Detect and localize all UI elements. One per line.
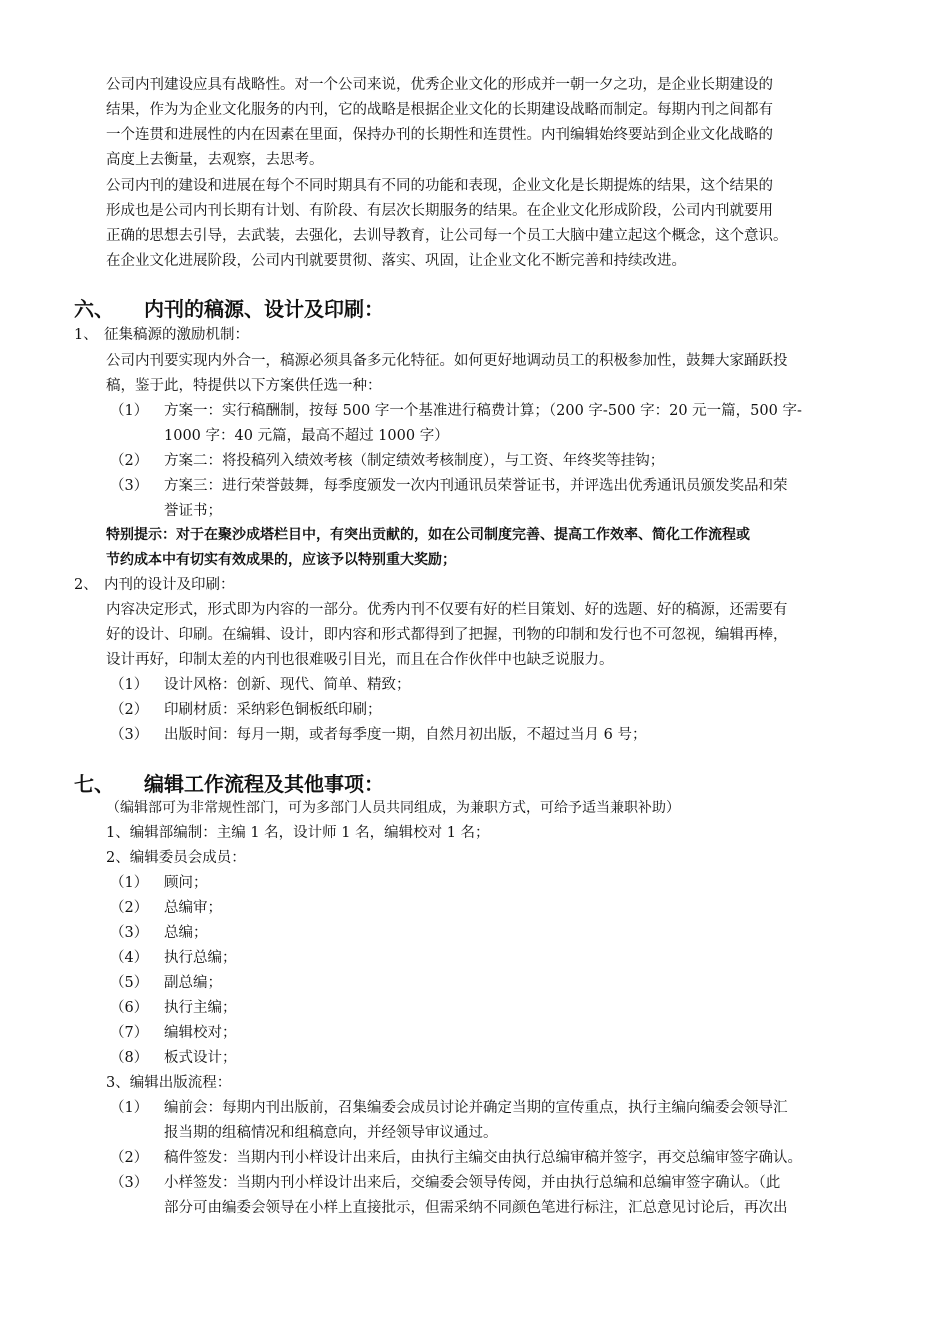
section-6-number: 六、: [74, 297, 114, 321]
s7-member-marker: （8）: [110, 1050, 149, 1066]
s7-flow-3-text: 小样签发：当期内刊小样设计出来后，交编委会领导传阅，并由执行总编和总编审签字确认。（此: [164, 1175, 781, 1191]
s6-spec-2-text: 印刷材质：采纳彩色铜板纸印刷；: [164, 702, 382, 718]
s7-member-text: 执行总编；: [164, 950, 237, 966]
s6-item-2: [74, 573, 894, 598]
s7-member-text: 副总编；: [164, 975, 222, 991]
section-7-title: 编辑工作流程及其他事项：: [144, 772, 384, 796]
s7-member: [110, 1021, 410, 1046]
s6-spec-1-text: 设计风格：创新、现代、简单、精致；: [164, 677, 411, 693]
s7-member: [110, 896, 410, 921]
intro-p2-line: 正确的思想去引导，去武装，去强化，去训导教育，让公司每一个员工大脑中建立起这个概念，这个意识。: [106, 228, 788, 244]
special-note-line: 特别提示：对于在聚沙成塔栏目中，有突出贡献的，如在公司制度完善、提高工作效率、简化工作流程或: [106, 527, 750, 543]
s6-spec-2-marker: （2）: [110, 702, 149, 718]
section-6-heading: [74, 296, 384, 322]
s7-member: [110, 1046, 410, 1071]
s7-item-1: 1、编辑部编制：主编 1 名，设计师 1 名，编辑校对 1 名；: [106, 825, 490, 841]
s7-flow-1-text: 编前会：每期内刊出版前，召集编委会成员讨论并确定当期的宣传重点，执行主编向编委会领导汇: [164, 1100, 788, 1116]
s7-flow-1: [110, 1096, 900, 1146]
s7-member-text: 总编；: [164, 925, 208, 941]
s6-plan-2-marker: （2）: [110, 453, 149, 469]
s7-flow-1-marker: （1）: [110, 1100, 149, 1116]
section-7-subtitle: （编辑部可为非常规性部门，可为多部门人员共同组成，为兼职方式，可给予适当兼职补助）: [106, 800, 680, 816]
s7-member-marker: （1）: [110, 875, 149, 891]
s7-flow-2: [110, 1146, 900, 1171]
section-6-title: 内刊的稿源、设计及印刷：: [144, 297, 384, 321]
s6-item-2-para-line: 设计再好，印制太差的内刊也很难吸引目光，而且在合作伙伴中也缺乏说服力。: [106, 652, 614, 668]
s7-flow-3-text: 部分可由编委会领导在小样上直接批示，但需采纳不同颜色笔进行标注，汇总意见讨论后，再次出: [164, 1200, 788, 1216]
s6-plan-3-text: 方案三：进行荣誉鼓舞，每季度颁发一次内刊通讯员荣誉证书，并评选出优秀通讯员颁发奖品和荣: [164, 478, 788, 494]
intro-p1-line: 公司内刊建设应具有战略性。对一个公司来说，优秀企业文化的形成并一朝一夕之功，是企业长期建设的: [106, 77, 773, 93]
s7-member: [110, 871, 410, 896]
s6-spec-3-marker: （3）: [110, 727, 149, 743]
section-7-heading: [74, 771, 384, 797]
s7-member-marker: （6）: [110, 1000, 149, 1016]
s6-plan-1: [110, 399, 890, 449]
s6-item-1-marker: 1、: [74, 327, 98, 343]
s7-member-marker: （2）: [110, 900, 149, 916]
s6-plan-3-text: 誉证书；: [164, 503, 222, 519]
s7-member-text: 执行主编；: [164, 1000, 237, 1016]
section-7-number: 七、: [74, 772, 114, 796]
s6-item-2-marker: 2、: [74, 577, 98, 593]
s6-item-2-para-line: 内容决定形式，形式即为内容的一部分。优秀内刊不仅要有好的栏目策划、好的选题、好的稿源，还需要有: [106, 602, 788, 618]
s7-flow-3-marker: （3）: [110, 1175, 149, 1191]
s6-spec-3-text: 出版时间：每月一期，或者每季度一期，自然月初出版，不超过当月 6 号；: [164, 727, 647, 743]
s7-flow-2-text: 稿件签发：当期内刊小样设计出来后，由执行主编交由执行总编审稿并签字，再交总编审签字确认。: [164, 1150, 802, 1166]
s7-member-text: 顾问；: [164, 875, 208, 891]
s7-flow-3: [110, 1171, 900, 1221]
intro-p2-line: 公司内刊的建设和进展在每个不同时期具有不同的功能和表现，企业文化是长期提炼的结果，这个结果的: [106, 178, 773, 194]
intro-p1-line: 一个连贯和进展性的内在因素在里面，保持办刊的长期性和连贯性。内刊编辑始终要站到企业文化战略的: [106, 127, 773, 143]
s6-item-1-para-line: 公司内刊要实现内外合一，稿源必须具备多元化特征。如何更好地调动员工的积极参加性，鼓舞大家踊跃投: [106, 353, 788, 369]
s6-item-2-para-line: 好的设计、印刷。在编辑、设计，即内容和形式都得到了把握，刊物的印制和发行也不可忽视，编辑再棒，: [106, 627, 788, 643]
intro-p2-line: 在企业文化进展阶段，公司内刊就要贯彻、落实、巩固，让企业文化不断完善和持续改进。: [106, 253, 686, 269]
s6-spec-1: [110, 673, 890, 698]
intro-p1-line: 高度上去衡量，去观察，去思考。: [106, 152, 324, 168]
s7-member: [110, 996, 410, 1021]
s7-item-3: 3、编辑出版流程：: [106, 1075, 232, 1091]
special-note-line: 节约成本中有切实有效成果的，应该予以特别重大奖励；: [106, 552, 456, 568]
s7-member-marker: （4）: [110, 950, 149, 966]
s6-spec-2: [110, 698, 890, 723]
s7-member-marker: （5）: [110, 975, 149, 991]
s7-member-marker: （7）: [110, 1025, 149, 1041]
s6-plan-1-marker: （1）: [110, 403, 149, 419]
intro-p2-line: 形成也是公司内刊长期有计划、有阶段、有层次长期服务的结果。在企业文化形成阶段，公司内刊就要用: [106, 203, 773, 219]
s7-member-text: 编辑校对；: [164, 1025, 237, 1041]
s6-item-1-para-line: 稿，鉴于此，特提供以下方案供任选一种：: [106, 378, 382, 394]
s7-flow-2-marker: （2）: [110, 1150, 149, 1166]
s7-item-2: 2、编辑委员会成员：: [106, 850, 246, 866]
s6-plan-2: [110, 449, 890, 474]
s6-spec-3: [110, 723, 890, 748]
s6-plan-3-marker: （3）: [110, 478, 149, 494]
s6-item-2-text: 内刊的设计及印刷：: [104, 577, 235, 593]
s7-member-text: 板式设计；: [164, 1050, 237, 1066]
s7-member-marker: （3）: [110, 925, 149, 941]
s6-plan-1-text: 1000 字：40 元篇，最高不超过 1000 字）: [164, 428, 449, 444]
s6-item-1-text: 征集稿源的激励机制：: [104, 327, 249, 343]
s6-plan-3: [110, 474, 890, 524]
s7-member-text: 总编审；: [164, 900, 222, 916]
intro-p1-line: 结果，作为为企业文化服务的内刊，它的战略是根据企业文化的长期建设战略而制定。每期内刊之间都有: [106, 102, 773, 118]
s6-spec-1-marker: （1）: [110, 677, 149, 693]
s6-plan-1-text: 方案一：实行稿酬制，按每 500 字一个基准进行稿费计算；（200 字-500 字：20 元一篇，500 字-: [164, 403, 802, 419]
s6-item-1: [74, 323, 894, 348]
s7-flow-1-text: 报当期的组稿情况和组稿意向，并经领导审议通过。: [164, 1125, 498, 1141]
s7-member: [110, 946, 410, 971]
s7-member: [110, 921, 410, 946]
s7-member: [110, 971, 410, 996]
s6-plan-2-text: 方案二：将投稿列入绩效考核（制定绩效考核制度），与工资、年终奖等挂钩；: [164, 453, 665, 469]
